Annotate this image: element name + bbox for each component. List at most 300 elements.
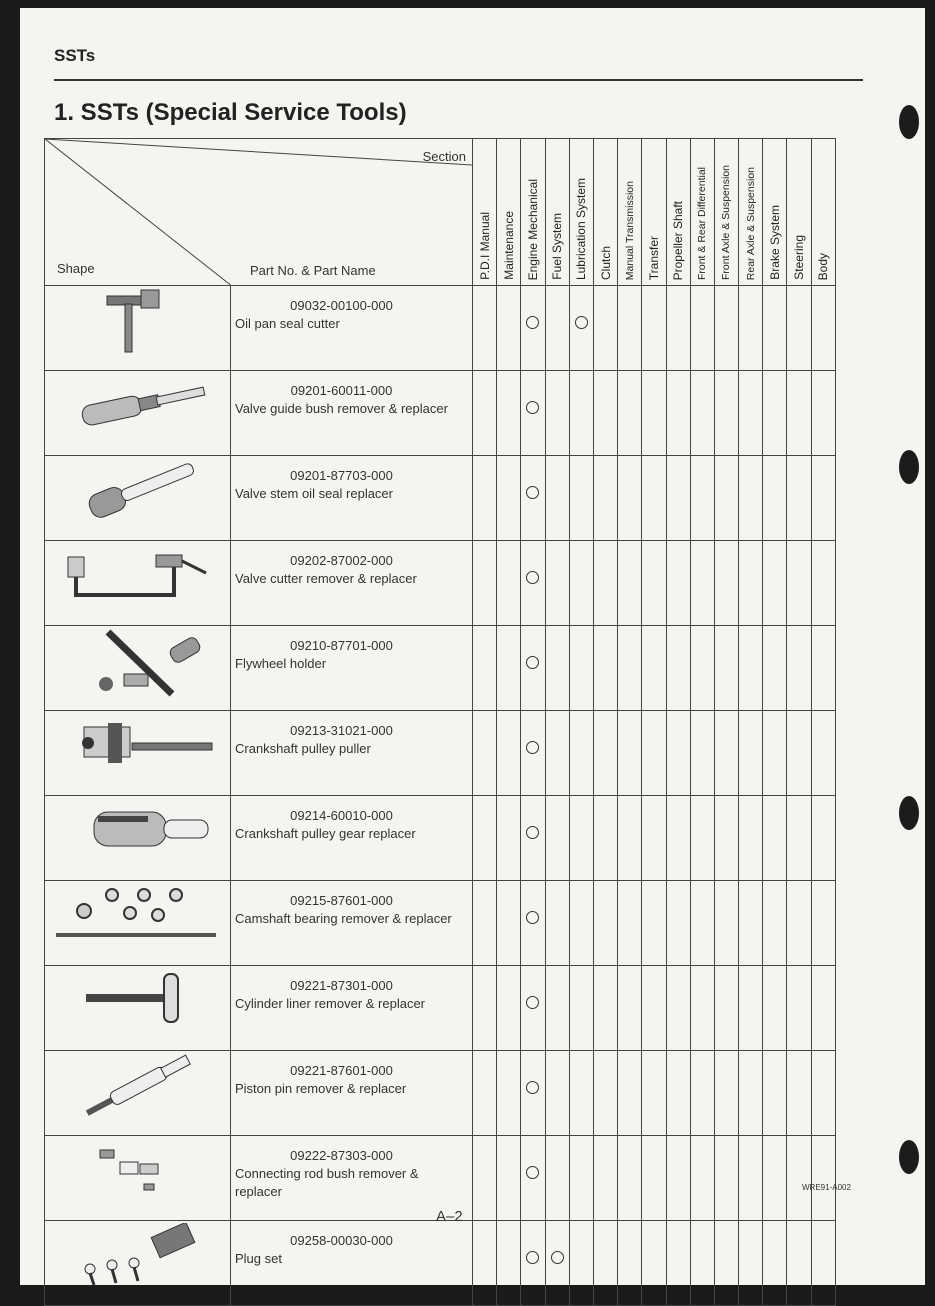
section-mark-cell (545, 626, 569, 711)
section-mark-cell (690, 1136, 714, 1221)
section-header-wrap (570, 139, 593, 285)
section-mark-cell (714, 966, 738, 1051)
connecting-rod-bush-remover-icon (78, 1189, 198, 1206)
section-header-wrap (521, 139, 544, 285)
section-mark-cell (497, 626, 521, 711)
section-mark-cell (690, 1051, 714, 1136)
section-header-cell (666, 139, 690, 286)
section-mark-cell (473, 1221, 497, 1306)
crankshaft-pulley-gear-replacer-icon (58, 847, 218, 864)
section-mark-cell (618, 1221, 642, 1306)
section-mark-cell (545, 796, 569, 881)
crankshaft-pulley-puller-icon (58, 762, 218, 779)
table-row (45, 1051, 836, 1136)
section-mark-cell (714, 371, 738, 456)
section-mark-cell (811, 1221, 835, 1306)
section-mark-cell (739, 711, 763, 796)
section-mark-cell (521, 1051, 545, 1136)
section-mark-cell (739, 881, 763, 966)
part-cell (231, 1221, 473, 1306)
section-header-wrap (594, 139, 617, 285)
shape-cell (45, 711, 231, 796)
part-number: 09258-00030-000 (290, 1233, 393, 1248)
section-mark-cell (618, 966, 642, 1051)
section-mark-cell (690, 626, 714, 711)
camshaft-bearing-remover-icon (50, 938, 226, 955)
page-number: A–2 (436, 1208, 463, 1225)
section-mark-cell (545, 286, 569, 371)
section-mark-cell (521, 881, 545, 966)
section-mark-cell (642, 1051, 666, 1136)
section-mark-cell (545, 1136, 569, 1221)
section-mark-cell (787, 796, 811, 881)
section-header-cell (763, 139, 787, 286)
section-mark-cell (618, 1136, 642, 1221)
section-label-5: Clutch (598, 245, 613, 280)
section-mark-cell (666, 286, 690, 371)
section-mark-cell (569, 881, 593, 966)
section-mark-cell (569, 371, 593, 456)
section-mark-cell (642, 796, 666, 881)
section-mark-cell (618, 881, 642, 966)
part-number: 09221-87601-000 (290, 1063, 393, 1078)
table-row (45, 711, 836, 796)
section-header-wrap (787, 139, 810, 285)
section-mark-cell (739, 286, 763, 371)
shape-cell (45, 1136, 231, 1221)
section-mark-cell (593, 1051, 617, 1136)
section-label-6: Manual Transmission (623, 180, 636, 280)
section-mark-cell (763, 966, 787, 1051)
section-mark-cell (521, 456, 545, 541)
section-mark-cell (811, 286, 835, 371)
section-mark-cell (690, 541, 714, 626)
shape-cell (45, 881, 231, 966)
section-mark-cell (593, 881, 617, 966)
section-header-cell (811, 139, 835, 286)
section-header-cell (787, 139, 811, 286)
table-row (45, 881, 836, 966)
section-mark-cell (545, 881, 569, 966)
section-mark-cell (787, 541, 811, 626)
section-mark-cell (763, 1136, 787, 1221)
section-mark-cell (521, 626, 545, 711)
section-header-wrap (812, 139, 835, 285)
table-row (45, 541, 836, 626)
section-label-8: Propeller Shaft (671, 200, 686, 280)
table-row (45, 286, 836, 371)
section-mark-cell (666, 1136, 690, 1221)
shape-cell (45, 286, 231, 371)
section-mark-cell (569, 286, 593, 371)
section-header-wrap (763, 139, 786, 285)
section-label-12: Brake System (767, 205, 782, 280)
section-mark-cell (714, 796, 738, 881)
section-mark-cell (593, 371, 617, 456)
shape-cell (45, 626, 231, 711)
section-mark-cell (666, 711, 690, 796)
section-mark-cell (714, 1221, 738, 1306)
section-mark-cell (690, 456, 714, 541)
part-name: Oil pan seal cutter (235, 316, 340, 331)
table-row (45, 626, 836, 711)
section-mark-cell (497, 286, 521, 371)
section-mark-cell (473, 1051, 497, 1136)
section-mark-cell (763, 1221, 787, 1306)
section-mark-cell (714, 711, 738, 796)
section-mark-cell (618, 626, 642, 711)
section-mark-cell (739, 456, 763, 541)
section-mark-cell (545, 966, 569, 1051)
shape-cell (45, 371, 231, 456)
plug-set-icon (68, 1280, 208, 1297)
section-header-cell (739, 139, 763, 286)
section-mark-cell (642, 541, 666, 626)
part-name: Plug set (235, 1251, 282, 1266)
applicable-mark (526, 911, 539, 924)
section-mark-cell (473, 881, 497, 966)
section-mark-cell (618, 796, 642, 881)
part-cell (231, 286, 473, 371)
section-mark-cell (473, 966, 497, 1051)
shape-cell (45, 541, 231, 626)
valve-guide-bush-remover-icon (63, 420, 213, 437)
section-mark-cell (473, 541, 497, 626)
header-diagonal-cell (45, 139, 473, 286)
section-mark-cell (642, 286, 666, 371)
section-mark-cell (811, 456, 835, 541)
section-mark-cell (497, 541, 521, 626)
part-cell (231, 456, 473, 541)
table-row (45, 966, 836, 1051)
part-number: 09213-31021-000 (290, 723, 393, 738)
part-number: 09202-87002-000 (290, 553, 393, 568)
part-cell (231, 796, 473, 881)
section-mark-cell (473, 1136, 497, 1221)
part-number: 09221-87301-000 (290, 978, 393, 993)
part-name: Flywheel holder (235, 656, 327, 671)
section-mark-cell (473, 796, 497, 881)
section-mark-cell (473, 371, 497, 456)
sst-table (44, 138, 836, 1306)
section-mark-cell (666, 371, 690, 456)
section-mark-cell (763, 796, 787, 881)
section-mark-cell (787, 1136, 811, 1221)
section-mark-cell (497, 1051, 521, 1136)
binder-hole-3 (899, 796, 919, 830)
section-mark-cell (739, 1221, 763, 1306)
section-mark-cell (545, 371, 569, 456)
section-mark-cell (473, 711, 497, 796)
shape-cell (45, 456, 231, 541)
header-rule (54, 79, 863, 81)
part-name: Valve guide bush remover & replacer (235, 401, 448, 416)
part-number: 09201-87703-000 (290, 468, 393, 483)
section-mark-cell (690, 286, 714, 371)
section-mark-cell (473, 626, 497, 711)
section-mark-cell (739, 1136, 763, 1221)
section-mark-cell (787, 1221, 811, 1306)
section-mark-cell (521, 1221, 545, 1306)
section-header-cell (545, 139, 569, 286)
section-mark-cell (763, 456, 787, 541)
section-mark-cell (593, 1221, 617, 1306)
part-cell (231, 371, 473, 456)
part-name: Cylinder liner remover & replacer (235, 996, 426, 1011)
part-name: Valve stem oil seal replacer (235, 486, 393, 501)
section-mark-cell (787, 371, 811, 456)
section-mark-cell (497, 711, 521, 796)
section-mark-cell (569, 1136, 593, 1221)
section-mark-cell (618, 711, 642, 796)
flywheel-holder-icon (68, 685, 208, 702)
section-mark-cell (545, 1051, 569, 1136)
part-cell (231, 881, 473, 966)
section-mark-cell (521, 371, 545, 456)
section-header-wrap (715, 139, 738, 285)
section-mark-cell (811, 541, 835, 626)
section-mark-cell (714, 456, 738, 541)
section-header-cell (618, 139, 642, 286)
section-mark-cell (642, 966, 666, 1051)
section-label-9: Front & Rear Differential (696, 166, 709, 280)
table-row (45, 1221, 836, 1306)
section-mark-cell (787, 966, 811, 1051)
section-header-wrap (618, 139, 641, 285)
valve-cutter-icon (58, 596, 218, 613)
section-header-cell (569, 139, 593, 286)
section-mark-cell (714, 541, 738, 626)
section-mark-cell (569, 541, 593, 626)
section-mark-cell (666, 1051, 690, 1136)
part-number: 09214-60010-000 (290, 808, 393, 823)
section-mark-cell (666, 796, 690, 881)
section-mark-cell (497, 966, 521, 1051)
table-header-row (45, 139, 836, 286)
section-mark-cell (642, 371, 666, 456)
section-header-cell (690, 139, 714, 286)
section-mark-cell (473, 456, 497, 541)
section-mark-cell (714, 626, 738, 711)
section-mark-cell (642, 1221, 666, 1306)
section-mark-cell (618, 541, 642, 626)
section-mark-cell (739, 541, 763, 626)
section-header-wrap (546, 139, 569, 285)
section-mark-cell (763, 1051, 787, 1136)
section-mark-cell (811, 1051, 835, 1136)
section-mark-cell (787, 456, 811, 541)
section-mark-cell (569, 966, 593, 1051)
section-mark-cell (642, 881, 666, 966)
part-cell (231, 1051, 473, 1136)
table-row (45, 371, 836, 456)
applicable-mark (551, 1251, 564, 1264)
shape-cell (45, 1051, 231, 1136)
applicable-mark (526, 996, 539, 1009)
part-label: Part No. & Part Name (250, 263, 376, 278)
part-number: 09215-87601-000 (290, 893, 393, 908)
section-mark-cell (497, 456, 521, 541)
section-mark-cell (497, 1136, 521, 1221)
section-mark-cell (593, 966, 617, 1051)
shape-cell (45, 1221, 231, 1306)
section-mark-cell (593, 626, 617, 711)
section-mark-cell (642, 626, 666, 711)
section-label-7: Transfer (646, 235, 661, 280)
section-header-cell (642, 139, 666, 286)
applicable-mark (526, 826, 539, 839)
shape-cell (45, 966, 231, 1051)
section-mark-cell (545, 1221, 569, 1306)
section-mark-cell (618, 371, 642, 456)
section-mark-cell (473, 286, 497, 371)
section-header-wrap (642, 139, 665, 285)
part-cell (231, 541, 473, 626)
section-mark-cell (787, 286, 811, 371)
part-name: Camshaft bearing remover & replacer (235, 911, 452, 926)
section-mark-cell (593, 286, 617, 371)
binder-hole-1 (899, 105, 919, 139)
section-label-10: Front Axle & Suspension (720, 165, 733, 280)
applicable-mark (526, 571, 539, 584)
section-header-wrap (739, 139, 762, 285)
section-mark-cell (593, 796, 617, 881)
applicable-mark (526, 741, 539, 754)
section-label-14: Body (816, 252, 831, 280)
section-mark-cell (593, 541, 617, 626)
section-label: Section (422, 149, 466, 164)
section-mark-cell (618, 456, 642, 541)
part-cell (231, 966, 473, 1051)
section-mark-cell (763, 541, 787, 626)
oil-pan-seal-cutter-icon (83, 343, 193, 360)
section-header-wrap (691, 139, 714, 285)
applicable-mark (526, 656, 539, 669)
section-header: SSTs (54, 46, 96, 65)
section-mark-cell (763, 711, 787, 796)
section-mark-cell (763, 626, 787, 711)
section-mark-cell (811, 371, 835, 456)
applicable-mark (526, 401, 539, 414)
section-header-cell (497, 139, 521, 286)
section-mark-cell (714, 286, 738, 371)
section-mark-cell (569, 626, 593, 711)
applicable-mark (526, 1166, 539, 1179)
part-name: Valve cutter remover & replacer (235, 571, 417, 586)
section-mark-cell (690, 966, 714, 1051)
section-mark-cell (569, 796, 593, 881)
section-mark-cell (521, 711, 545, 796)
section-mark-cell (787, 711, 811, 796)
section-mark-cell (811, 626, 835, 711)
applicable-mark (526, 1081, 539, 1094)
shape-cell (45, 796, 231, 881)
section-mark-cell (497, 371, 521, 456)
section-mark-cell (593, 1136, 617, 1221)
section-mark-cell (497, 796, 521, 881)
section-label-4: Lubrication System (574, 177, 589, 280)
section-mark-cell (569, 1221, 593, 1306)
section-mark-cell (642, 456, 666, 541)
section-mark-cell (545, 711, 569, 796)
section-header-wrap (667, 139, 690, 285)
section-mark-cell (569, 1051, 593, 1136)
section-header-cell (521, 139, 545, 286)
section-label-0: P.D.I Manual (477, 212, 492, 280)
section-mark-cell (811, 711, 835, 796)
section-mark-cell (811, 966, 835, 1051)
section-mark-cell (545, 541, 569, 626)
part-number: 09201-60011-000 (290, 383, 393, 398)
section-mark-cell (569, 456, 593, 541)
section-mark-cell (739, 1051, 763, 1136)
applicable-mark (526, 1251, 539, 1264)
section-mark-cell (521, 966, 545, 1051)
section-mark-cell (666, 1221, 690, 1306)
section-mark-cell (497, 1221, 521, 1306)
section-mark-cell (763, 371, 787, 456)
section-mark-cell (666, 626, 690, 711)
part-number: 09210-87701-000 (290, 638, 393, 653)
section-mark-cell (521, 1136, 545, 1221)
section-header-cell (714, 139, 738, 286)
section-header-wrap (473, 139, 496, 285)
section-header-wrap (497, 139, 520, 285)
binder-hole-4 (899, 1140, 919, 1174)
part-name: Crankshaft pulley gear replacer (235, 826, 416, 841)
section-mark-cell (739, 626, 763, 711)
section-mark-cell (739, 796, 763, 881)
section-mark-cell (666, 456, 690, 541)
section-mark-cell (666, 881, 690, 966)
binder-hole-2 (899, 450, 919, 484)
section-mark-cell (714, 1136, 738, 1221)
section-mark-cell (787, 626, 811, 711)
section-header-cell (593, 139, 617, 286)
section-label-11: Rear Axle & Suspension (744, 166, 757, 280)
part-name: Connecting rod bush remover & replacer (235, 1166, 419, 1199)
table-row (45, 796, 836, 881)
section-header-cell (473, 139, 497, 286)
part-name: Crankshaft pulley puller (235, 741, 371, 756)
section-mark-cell (593, 456, 617, 541)
section-label-2: Engine Mechanical (525, 178, 540, 280)
section-mark-cell (545, 456, 569, 541)
shape-label: Shape (57, 261, 95, 276)
part-number: 09222-87303-000 (290, 1148, 393, 1163)
section-mark-cell (714, 881, 738, 966)
section-mark-cell (787, 1051, 811, 1136)
section-mark-cell (666, 541, 690, 626)
section-mark-cell (714, 1051, 738, 1136)
figure-code: WRE91-A002 (802, 1183, 851, 1192)
section-mark-cell (690, 881, 714, 966)
section-mark-cell (690, 796, 714, 881)
section-mark-cell (763, 286, 787, 371)
applicable-mark (526, 316, 539, 329)
section-mark-cell (666, 966, 690, 1051)
section-mark-cell (593, 711, 617, 796)
section-mark-cell (690, 371, 714, 456)
section-mark-cell (618, 286, 642, 371)
part-cell (231, 711, 473, 796)
section-mark-cell (642, 711, 666, 796)
section-mark-cell (690, 1221, 714, 1306)
section-label-3: Fuel System (550, 213, 565, 280)
valve-stem-oil-seal-replacer-icon (63, 509, 213, 526)
section-mark-cell (690, 711, 714, 796)
applicable-mark (575, 316, 588, 329)
